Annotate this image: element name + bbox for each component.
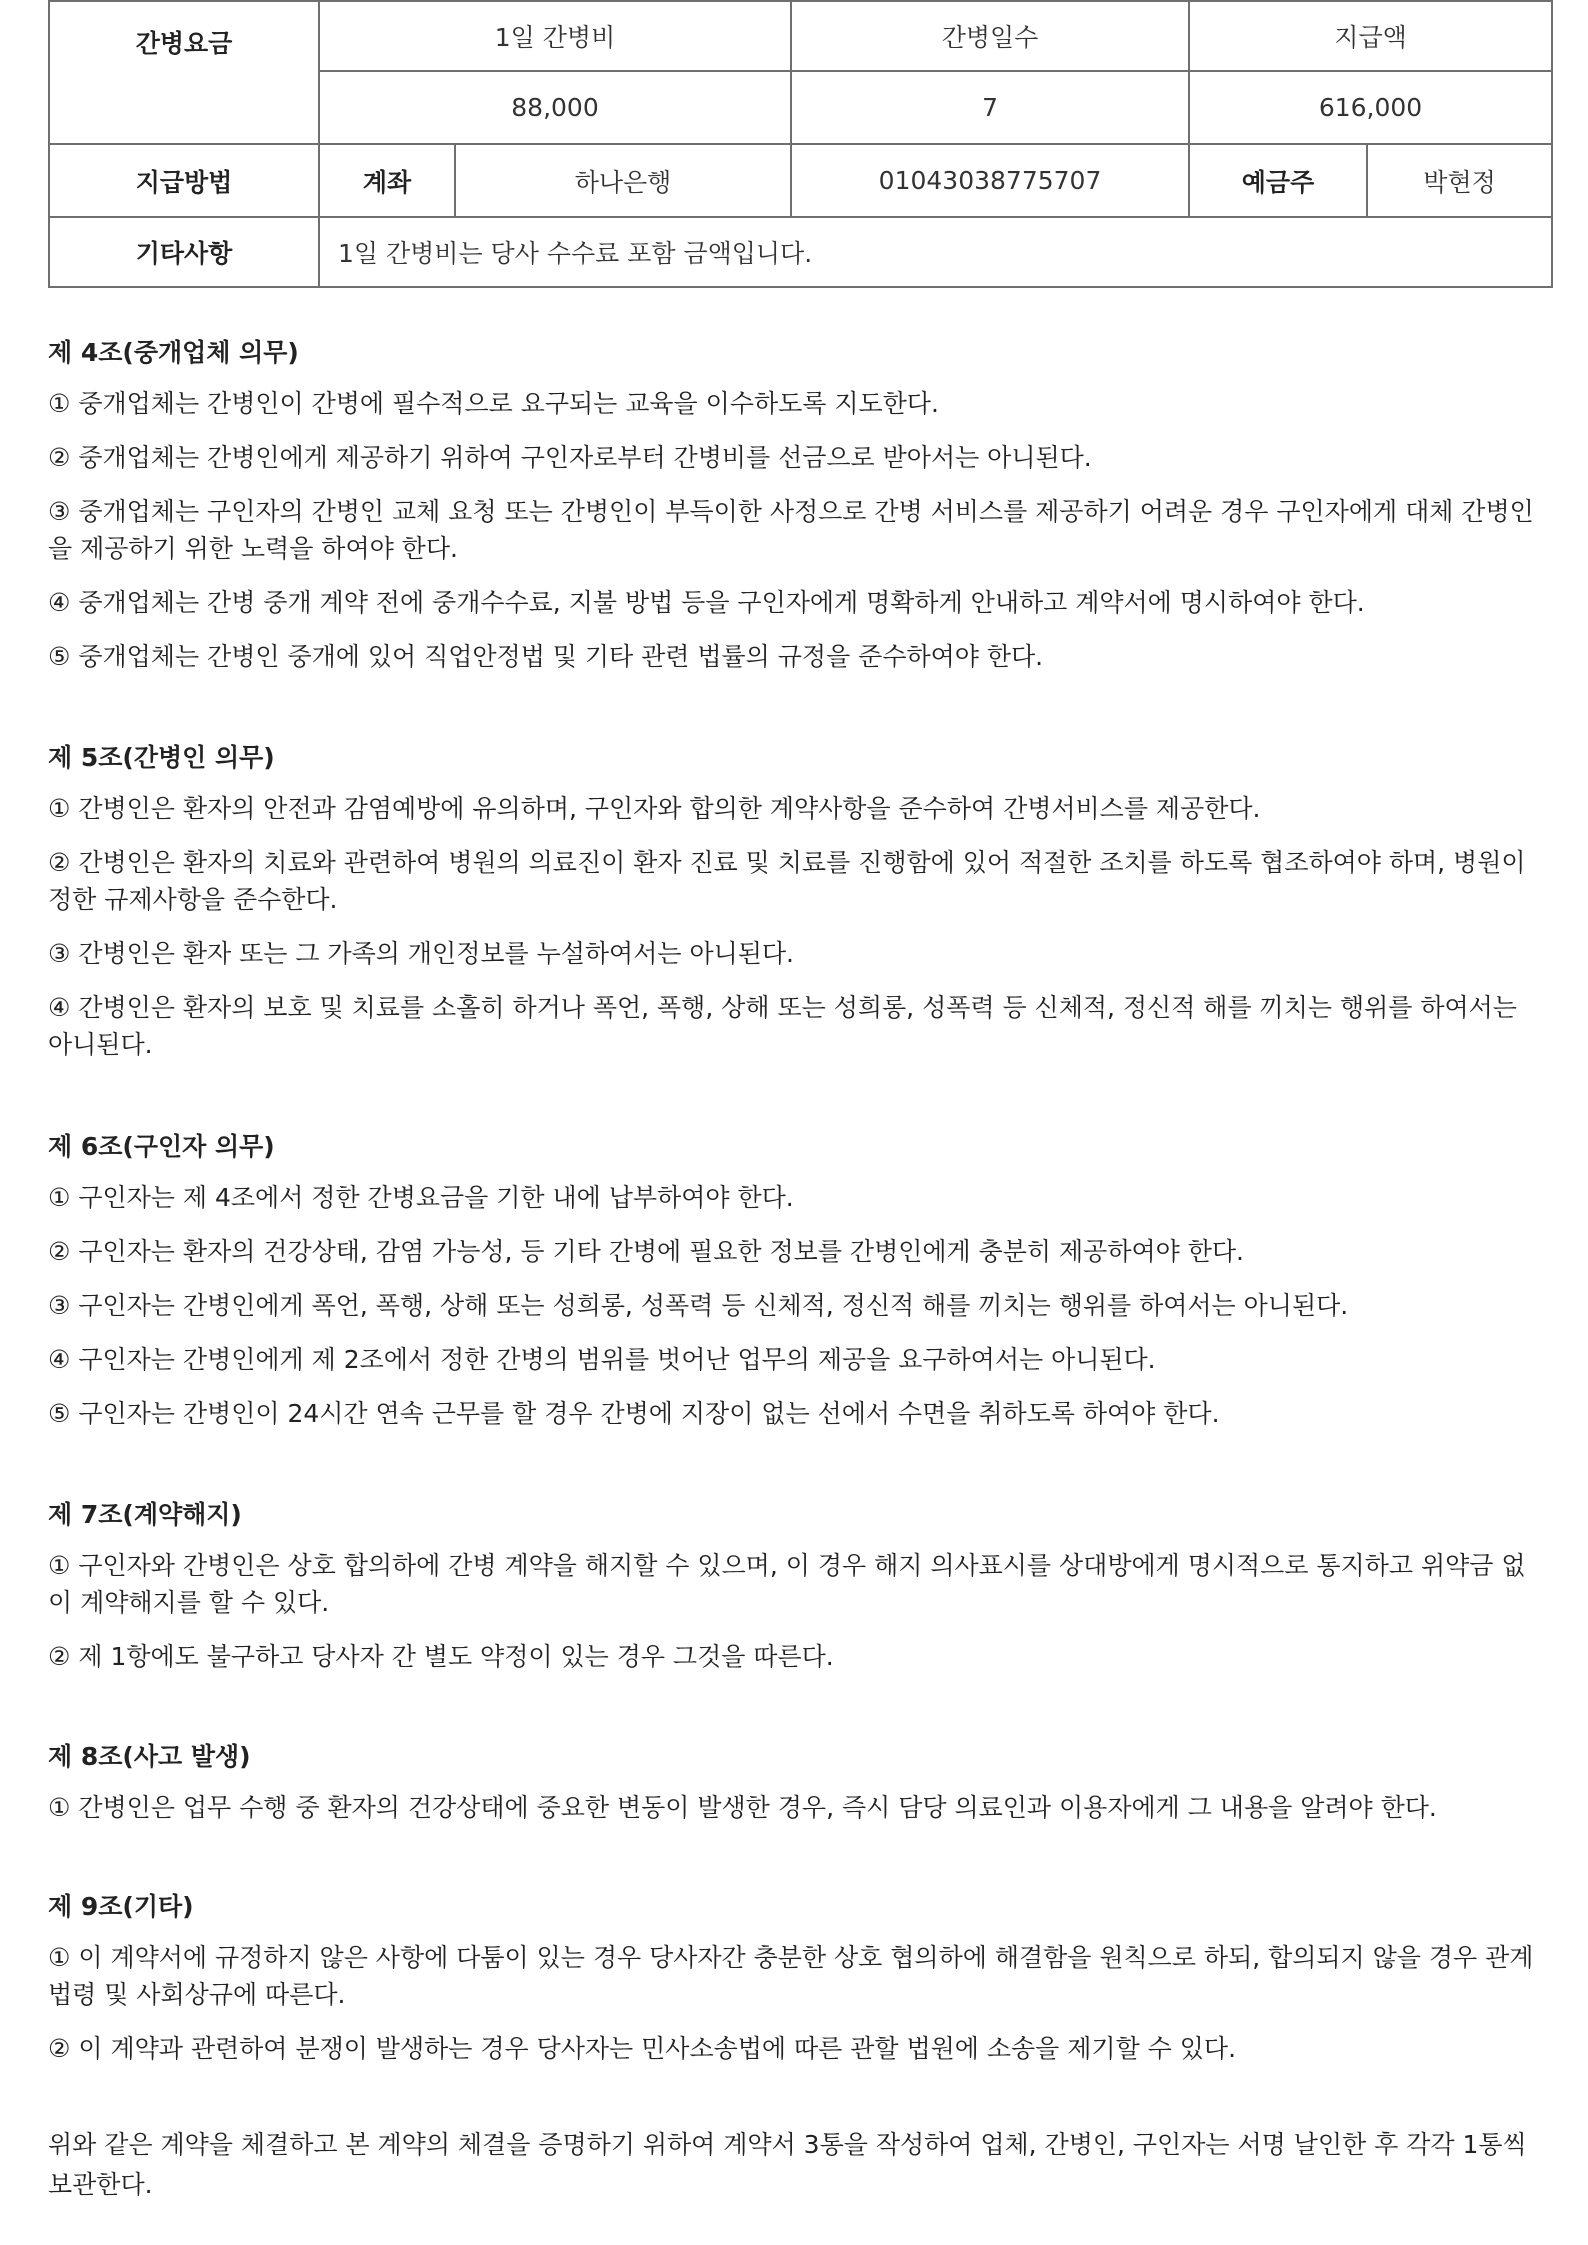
article-title: 제 9조(기타) — [48, 1892, 194, 1921]
article-7 — [48, 1495, 1548, 1675]
other-label: 기타사항 — [49, 217, 319, 287]
article-title: 제 8조(사고 발생) — [48, 1742, 251, 1771]
bank-value: 하나은행 — [455, 144, 791, 217]
article-title: 제 7조(계약해지) — [48, 1500, 242, 1529]
account-number-value: 01043038775707 — [791, 144, 1189, 217]
article-title: 제 6조(구인자 의무) — [48, 1132, 275, 1161]
closing-statement: 위와 같은 계약을 체결하고 본 계약의 체결을 증명하기 위하여 계약서 3통을 작성하여 업체, 간병인, 구인자는 서명 날인한 후 각각 1통씩 보관한다. — [48, 2130, 1527, 2199]
article-9 — [48, 1887, 1548, 2067]
article-title: 제 5조(간병인 의무) — [48, 743, 275, 772]
article-item: ④ 구인자는 간병인에게 제 2조에서 정한 간병의 범위를 벗어난 업무의 제공을 요구하여서는 아니된다. — [48, 1345, 1156, 1374]
article-8 — [48, 1737, 1548, 1826]
daily-fee-value: 88,000 — [319, 71, 791, 144]
payment-label: 지급방법 — [49, 144, 319, 217]
article-item: ② 간병인은 환자의 치료와 관련하여 병원의 의료진이 환자 진료 및 치료를 진행함에 있어 적절한 조치를 하도록 협조하여야 하며, 병원이 정한 규제사항을 준수한다. — [48, 848, 1526, 914]
article-item: ③ 간병인은 환자 또는 그 가족의 개인정보를 누설하여서는 아니된다. — [48, 939, 794, 968]
holder-label: 예금주 — [1189, 144, 1367, 217]
article-item: ③ 구인자는 간병인에게 폭언, 폭행, 상해 또는 성희롱, 성폭력 등 신체적, 정신적 해를 끼치는 행위를 하여서는 아니된다. — [48, 1291, 1349, 1320]
amount-value: 616,000 — [1189, 71, 1552, 144]
article-6 — [48, 1127, 1548, 1432]
article-item: ① 중개업체는 간병인이 간병에 필수적으로 요구되는 교육을 이수하도록 지도한다. — [48, 389, 939, 418]
article-item: ① 간병인은 업무 수행 중 환자의 건강상태에 중요한 변동이 발생한 경우, 즉시 담당 의료인과 이용자에게 그 내용을 알려야 한다. — [48, 1793, 1437, 1822]
fee-table — [48, 0, 1553, 288]
article-item: ① 간병인은 환자의 안전과 감염예방에 유의하며, 구인자와 합의한 계약사항을 준수하여 간병서비스를 제공한다. — [48, 794, 1261, 823]
article-4 — [48, 333, 1548, 675]
days-value: 7 — [791, 71, 1189, 144]
article-item: ② 중개업체는 간병인에게 제공하기 위하여 구인자로부터 간병비를 선금으로 받아서는 아니된다. — [48, 443, 1092, 472]
article-title: 제 4조(중개업체 의무) — [48, 338, 299, 367]
holder-value: 박현정 — [1367, 144, 1552, 217]
article-item: ② 이 계약과 관련하여 분쟁이 발생하는 경우 당사자는 민사소송법에 따른 관할 법원에 소송을 제기할 수 있다. — [48, 2034, 1237, 2063]
article-item: ① 구인자는 제 4조에서 정한 간병요금을 기한 내에 납부하여야 한다. — [48, 1183, 794, 1212]
amount-label: 지급액 — [1189, 1, 1552, 71]
article-item: ④ 중개업체는 간병 중개 계약 전에 중개수수료, 지불 방법 등을 구인자에게 명확하게 안내하고 계약서에 명시하여야 한다. — [48, 588, 1365, 617]
other-note: 1일 간병비는 당사 수수료 포함 금액입니다. — [319, 217, 1552, 287]
article-item: ④ 간병인은 환자의 보호 및 치료를 소홀히 하거나 폭언, 폭행, 상해 또는 성희롱, 성폭력 등 신체적, 정신적 해를 끼치는 행위를 하여서는 아니된다. — [48, 993, 1517, 1059]
article-item: ② 구인자는 환자의 건강상태, 감염 가능성, 등 기타 간병에 필요한 정보를 간병인에게 충분히 제공하여야 한다. — [48, 1237, 1244, 1266]
fee-label: 간병요금 — [49, 1, 319, 144]
article-item: ⑤ 구인자는 간병인이 24시간 연속 근무를 할 경우 간병에 지장이 없는 선에서 수면을 취하도록 하여야 한다. — [48, 1399, 1220, 1428]
article-item: ③ 중개업체는 구인자의 간병인 교체 요청 또는 간병인이 부득이한 사정으로 간병 서비스를 제공하기 어려운 경우 구인자에게 대체 간병인을 제공하기 위한 노력을 하여야 한다. — [48, 497, 1534, 563]
article-item: ② 제 1항에도 불구하고 당사자 간 별도 약정이 있는 경우 그것을 따른다. — [48, 1642, 834, 1671]
article-item: ① 구인자와 간병인은 상호 합의하에 간병 계약을 해지할 수 있으며, 이 경우 해지 의사표시를 상대방에게 명시적으로 통지하고 위약금 없이 계약해지를 할 수 있다. — [48, 1551, 1526, 1617]
account-label: 계좌 — [319, 144, 455, 217]
article-item: ⑤ 중개업체는 간병인 중개에 있어 직업안정법 및 기타 관련 법률의 규정을 준수하여야 한다. — [48, 642, 1044, 671]
days-label: 간병일수 — [791, 1, 1189, 71]
article-item: ① 이 계약서에 규정하지 않은 사항에 다툼이 있는 경우 당사자간 충분한 상호 협의하에 해결함을 원칙으로 하되, 합의되지 않을 경우 관계 법령 및 사회상규에 따른다. — [48, 1943, 1534, 2009]
daily-fee-label: 1일 간병비 — [319, 1, 791, 71]
article-5 — [48, 738, 1548, 1063]
